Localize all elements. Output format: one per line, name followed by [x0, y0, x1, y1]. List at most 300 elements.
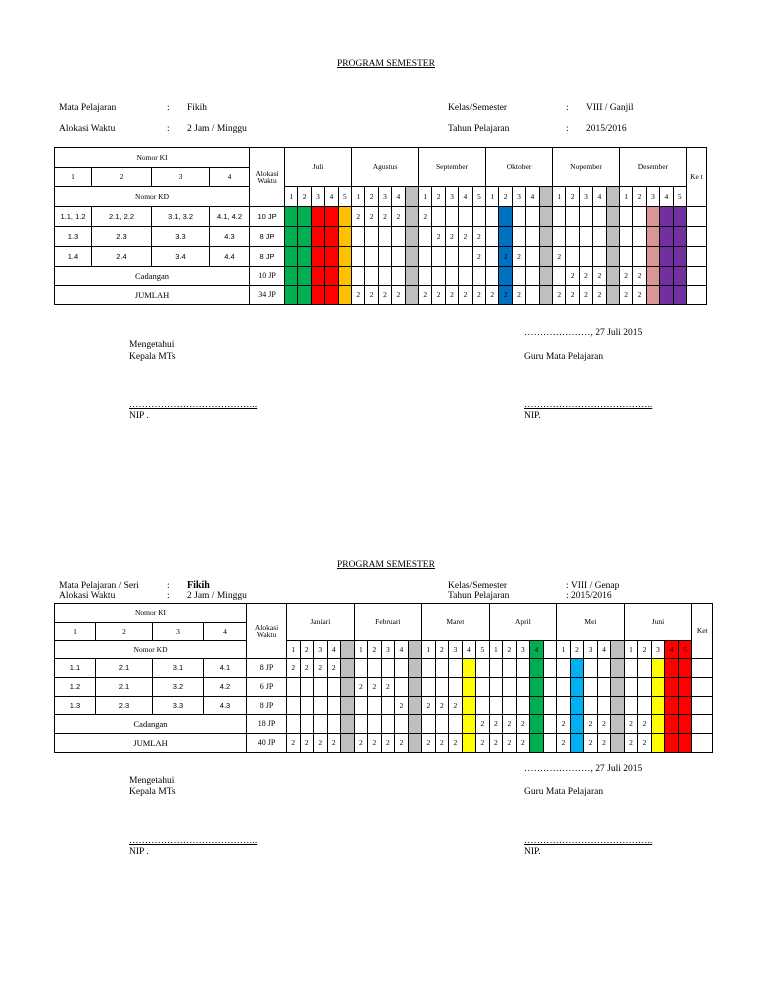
week-cell [539, 267, 552, 286]
week-number: 4 [526, 187, 539, 207]
month-header: Oktober [486, 148, 553, 187]
week-cell [408, 659, 422, 678]
week-cell: 2 [638, 715, 652, 734]
week-cell: 2 [422, 734, 436, 753]
week-cell: 2 [354, 734, 368, 753]
week-cell [651, 697, 665, 715]
week-cell: 2 [419, 207, 432, 227]
week-cell: 2 [354, 678, 368, 697]
week-cell: 2 [553, 247, 566, 267]
month-header: September [419, 148, 486, 187]
week-cell [352, 227, 365, 247]
week-cell [311, 267, 324, 286]
week-cell [381, 715, 395, 734]
week-cell [287, 678, 301, 697]
week-number: 1 [422, 641, 436, 659]
signature-line-right: ………………………………….. [524, 836, 653, 846]
page-title: PROGRAM SEMESTER [337, 59, 435, 69]
week-cell [354, 715, 368, 734]
week-cell: 2 [368, 734, 382, 753]
week-cell [341, 734, 355, 753]
week-cell [584, 659, 598, 678]
tahun-value: 2015/2016 [586, 124, 627, 134]
week-number: 3 [445, 187, 458, 207]
kd-cell: 4.1, 4.2 [210, 207, 250, 227]
kd-cell: 3.1 [153, 659, 204, 678]
week-cell [673, 286, 686, 305]
kd-cell: 3.3 [153, 697, 204, 715]
week-number: 4 [593, 187, 606, 207]
week-cell [392, 267, 405, 286]
week-cell [298, 286, 311, 305]
week-number: 1 [352, 187, 365, 207]
week-cell: 2 [300, 659, 314, 678]
week-number: 2 [435, 641, 449, 659]
signature-line-left: ………………………………….. [129, 400, 258, 410]
week-cell: 2 [459, 286, 472, 305]
week-cell [311, 286, 324, 305]
week-cell [543, 697, 557, 715]
week-cell [499, 207, 512, 227]
week-cell [584, 697, 598, 715]
week-cell [472, 267, 485, 286]
week-number: 3 [314, 641, 328, 659]
week-cell [678, 659, 692, 678]
week-cell [311, 207, 324, 227]
week-cell [365, 247, 378, 267]
week-cell [368, 697, 382, 715]
week-cell [381, 659, 395, 678]
week-cell [327, 715, 341, 734]
week-cell [368, 659, 382, 678]
week-cell [633, 207, 646, 227]
week-cell [503, 678, 517, 697]
week-cell [462, 659, 476, 678]
week-cell [395, 659, 409, 678]
week-cell: 2 [512, 247, 525, 267]
week-cell [516, 697, 530, 715]
week-cell [611, 715, 625, 734]
week-cell [314, 697, 328, 715]
week-cell [651, 659, 665, 678]
ki-number: 1 [55, 168, 92, 187]
week-number: 4 [327, 641, 341, 659]
kelas-value: : VIII / Genap [566, 581, 620, 591]
week-cell [646, 247, 659, 267]
week-cell [327, 678, 341, 697]
week-cell [530, 678, 544, 697]
week-cell: 2 [486, 286, 499, 305]
week-cell [526, 227, 539, 247]
week-cell [459, 267, 472, 286]
week-cell: 2 [392, 207, 405, 227]
week-cell: 2 [459, 227, 472, 247]
week-number [611, 641, 625, 659]
week-number: 4 [325, 187, 338, 207]
week-cell [665, 659, 679, 678]
kepala-label: Kepala MTs [129, 787, 176, 797]
week-cell: 2 [472, 247, 485, 267]
week-cell: 2 [445, 286, 458, 305]
week-number: 1 [619, 187, 632, 207]
week-cell [325, 227, 338, 247]
week-cell [624, 659, 638, 678]
week-cell: 2 [619, 286, 632, 305]
week-number: 3 [516, 641, 530, 659]
week-cell [354, 697, 368, 715]
week-number: 2 [298, 187, 311, 207]
week-number: 5 [338, 187, 351, 207]
week-number [539, 187, 552, 207]
week-cell [570, 659, 584, 678]
week-number: 2 [499, 187, 512, 207]
week-number: 1 [419, 187, 432, 207]
week-cell [579, 227, 592, 247]
week-cell [503, 697, 517, 715]
week-number: 1 [557, 641, 571, 659]
week-cell [445, 207, 458, 227]
month-header: Maret [422, 604, 490, 641]
week-cell [419, 247, 432, 267]
week-cell [422, 659, 436, 678]
mengetahui-label: Mengetahui [129, 776, 175, 786]
week-cell [597, 659, 611, 678]
week-cell [646, 227, 659, 247]
tahun-label: Tahun Pelajaran [448, 124, 510, 134]
week-cell [314, 678, 328, 697]
week-cell: 2 [597, 715, 611, 734]
ket-header: Ket [692, 604, 713, 659]
week-cell: 2 [499, 247, 512, 267]
week-number: 3 [381, 641, 395, 659]
week-cell [539, 286, 552, 305]
week-cell [593, 227, 606, 247]
week-cell: 2 [381, 734, 395, 753]
week-cell: 2 [472, 286, 485, 305]
week-cell: 2 [476, 715, 490, 734]
week-number: 2 [638, 641, 652, 659]
kd-cell: 1.4 [55, 247, 92, 267]
week-cell [553, 227, 566, 247]
week-number: 1 [553, 187, 566, 207]
week-cell [354, 659, 368, 678]
week-cell [665, 734, 679, 753]
week-cell [638, 697, 652, 715]
week-cell: 2 [432, 227, 445, 247]
week-cell [422, 678, 436, 697]
week-cell [341, 715, 355, 734]
week-cell [486, 207, 499, 227]
week-cell: 2 [422, 697, 436, 715]
week-number: 4 [459, 187, 472, 207]
week-number [408, 641, 422, 659]
week-cell [553, 207, 566, 227]
signature-line-left: ………………………………….. [129, 836, 258, 846]
week-cell: 2 [584, 715, 598, 734]
week-number: 3 [311, 187, 324, 207]
ki-number: 2 [92, 168, 152, 187]
week-number: 4 [597, 641, 611, 659]
kelas-colon: : [566, 103, 569, 113]
week-cell [611, 678, 625, 697]
week-cell: 2 [597, 734, 611, 753]
kd-cell: 4.3 [210, 227, 250, 247]
week-cell: 2 [435, 734, 449, 753]
week-cell [557, 678, 571, 697]
alokasi-header: Alokasi Waktu [247, 604, 287, 659]
nip-left: NIP . [129, 847, 149, 857]
week-cell [597, 678, 611, 697]
mapel-label: Mata Pelajaran [59, 103, 117, 113]
week-number: 2 [503, 641, 517, 659]
week-cell [530, 659, 544, 678]
week-cell [633, 247, 646, 267]
week-cell [530, 715, 544, 734]
kd-cell: 2.4 [92, 247, 152, 267]
week-cell [673, 267, 686, 286]
nomor-kd-header: Nomor KD [55, 187, 250, 207]
jp-cell: 34 JP [250, 286, 285, 305]
week-cell: 2 [584, 734, 598, 753]
jp-cell: 8 JP [247, 697, 287, 715]
month-header: Februari [354, 604, 422, 641]
week-cell [619, 207, 632, 227]
week-cell [611, 734, 625, 753]
week-cell [435, 715, 449, 734]
cadangan-label: Cadangan [55, 715, 247, 734]
week-cell [325, 286, 338, 305]
week-cell: 2 [633, 286, 646, 305]
week-cell [526, 286, 539, 305]
week-cell: 2 [593, 267, 606, 286]
week-cell: 2 [365, 207, 378, 227]
ket-cell [692, 715, 713, 734]
week-cell [570, 715, 584, 734]
week-cell [597, 697, 611, 715]
week-cell [449, 715, 463, 734]
week-cell: 2 [352, 207, 365, 227]
week-cell [462, 697, 476, 715]
mapel-colon: : [167, 103, 170, 113]
week-cell [462, 734, 476, 753]
week-cell [392, 227, 405, 247]
week-cell [543, 659, 557, 678]
week-cell [606, 267, 619, 286]
semester-table [54, 603, 713, 753]
kd-cell: 2.1 [96, 678, 153, 697]
week-cell [338, 286, 351, 305]
week-cell [435, 678, 449, 697]
mapel-colon: : [167, 581, 170, 591]
week-cell: 2 [476, 734, 490, 753]
week-number: 5 [673, 187, 686, 207]
week-cell: 2 [419, 286, 432, 305]
week-cell: 2 [624, 734, 638, 753]
week-cell [619, 227, 632, 247]
kd-cell: 1.1, 1.2 [55, 207, 92, 227]
week-cell: 2 [378, 207, 391, 227]
jp-cell: 18 JP [247, 715, 287, 734]
week-number: 4 [530, 641, 544, 659]
week-number: 2 [570, 641, 584, 659]
jp-cell: 10 JP [250, 207, 285, 227]
week-cell: 2 [624, 715, 638, 734]
week-cell: 2 [449, 697, 463, 715]
kelas-label: Kelas/Semester [448, 581, 508, 591]
mapel-value: Fikih [187, 580, 210, 591]
week-cell [489, 659, 503, 678]
week-cell [606, 207, 619, 227]
alokasi-value: 2 Jam / Minggu [187, 124, 247, 134]
nip-right: NIP. [524, 847, 541, 857]
week-number: 3 [579, 187, 592, 207]
week-number: 1 [486, 187, 499, 207]
jp-cell: 8 JP [247, 659, 287, 678]
week-cell [566, 207, 579, 227]
week-cell: 2 [557, 715, 571, 734]
week-cell [489, 697, 503, 715]
nomor-ki-header: Nomor KI [55, 604, 247, 623]
week-cell: 2 [516, 715, 530, 734]
kd-cell: 4.1 [204, 659, 247, 678]
week-cell: 2 [499, 286, 512, 305]
week-cell [435, 659, 449, 678]
alokasi-header: Alokasi Waktu [250, 148, 285, 207]
week-cell [660, 207, 673, 227]
kelas-value: VIII / Ganjil [586, 103, 634, 113]
week-cell [300, 697, 314, 715]
week-number: 1 [354, 641, 368, 659]
week-number: 2 [368, 641, 382, 659]
week-cell [570, 678, 584, 697]
week-cell [300, 715, 314, 734]
week-cell [665, 678, 679, 697]
week-cell [499, 227, 512, 247]
week-cell [287, 715, 301, 734]
week-cell [432, 267, 445, 286]
tahun-value: : 2015/2016 [566, 591, 612, 601]
week-cell: 2 [435, 697, 449, 715]
ket-cell [692, 678, 713, 697]
tahun-colon: : [566, 124, 569, 134]
week-cell: 2 [381, 678, 395, 697]
week-cell: 2 [327, 734, 341, 753]
week-cell [405, 267, 418, 286]
ket-header: Ke t [686, 148, 706, 207]
week-cell [619, 247, 632, 267]
ket-cell [686, 227, 706, 247]
week-cell [606, 227, 619, 247]
week-cell [570, 697, 584, 715]
week-cell [378, 267, 391, 286]
week-number [543, 641, 557, 659]
week-cell [432, 207, 445, 227]
ket-cell [692, 734, 713, 753]
week-cell [445, 267, 458, 286]
week-cell [660, 227, 673, 247]
week-cell: 2 [378, 286, 391, 305]
week-cell: 2 [619, 267, 632, 286]
kd-cell: 3.4 [152, 247, 210, 267]
week-cell [311, 227, 324, 247]
week-cell [606, 286, 619, 305]
week-cell [624, 678, 638, 697]
week-cell [579, 207, 592, 227]
week-cell: 2 [432, 286, 445, 305]
week-number: 2 [365, 187, 378, 207]
week-cell [512, 267, 525, 286]
week-cell: 2 [352, 286, 365, 305]
week-cell [530, 734, 544, 753]
kd-cell: 2.3 [92, 227, 152, 247]
month-header: Mei [557, 604, 625, 641]
week-cell [624, 697, 638, 715]
week-cell [673, 247, 686, 267]
week-cell [285, 207, 298, 227]
ki-number: 2 [96, 623, 153, 641]
week-cell [338, 227, 351, 247]
week-cell [405, 207, 418, 227]
week-cell [285, 227, 298, 247]
week-cell [566, 247, 579, 267]
semester-table [54, 147, 707, 305]
cadangan-label: Cadangan [55, 267, 250, 286]
jp-cell: 6 JP [247, 678, 287, 697]
week-cell: 2 [395, 734, 409, 753]
jp-cell: 40 JP [247, 734, 287, 753]
nip-right: NIP. [524, 411, 541, 421]
week-cell [311, 247, 324, 267]
week-cell: 2 [314, 734, 328, 753]
week-cell [606, 247, 619, 267]
week-cell: 2 [489, 734, 503, 753]
week-cell: 2 [579, 286, 592, 305]
page-title: PROGRAM SEMESTER [337, 560, 435, 570]
week-cell [327, 697, 341, 715]
guru-label: Guru Mata Pelajaran [524, 787, 604, 797]
week-number: 2 [300, 641, 314, 659]
week-cell: 2 [557, 734, 571, 753]
week-cell [665, 697, 679, 715]
ket-cell [686, 207, 706, 227]
ket-cell [686, 267, 706, 286]
jp-cell: 8 JP [250, 227, 285, 247]
week-cell [651, 734, 665, 753]
week-cell [408, 715, 422, 734]
week-cell [665, 715, 679, 734]
ket-cell [692, 697, 713, 715]
week-cell [395, 715, 409, 734]
kelas-label: Kelas/Semester [448, 103, 508, 113]
mengetahui-label: Mengetahui [129, 340, 175, 350]
week-cell [285, 286, 298, 305]
week-cell: 2 [579, 267, 592, 286]
week-cell [459, 207, 472, 227]
week-cell [395, 678, 409, 697]
week-cell [365, 227, 378, 247]
kd-cell: 1.1 [55, 659, 96, 678]
week-cell: 2 [472, 227, 485, 247]
week-cell: 2 [287, 659, 301, 678]
week-cell [341, 678, 355, 697]
week-cell [325, 207, 338, 227]
week-cell [512, 227, 525, 247]
kd-cell: 2.1, 2.2 [92, 207, 152, 227]
signature-date: …………………, 27 Juli 2015 [524, 764, 643, 774]
ket-cell [692, 659, 713, 678]
week-cell [405, 227, 418, 247]
week-cell: 2 [638, 734, 652, 753]
